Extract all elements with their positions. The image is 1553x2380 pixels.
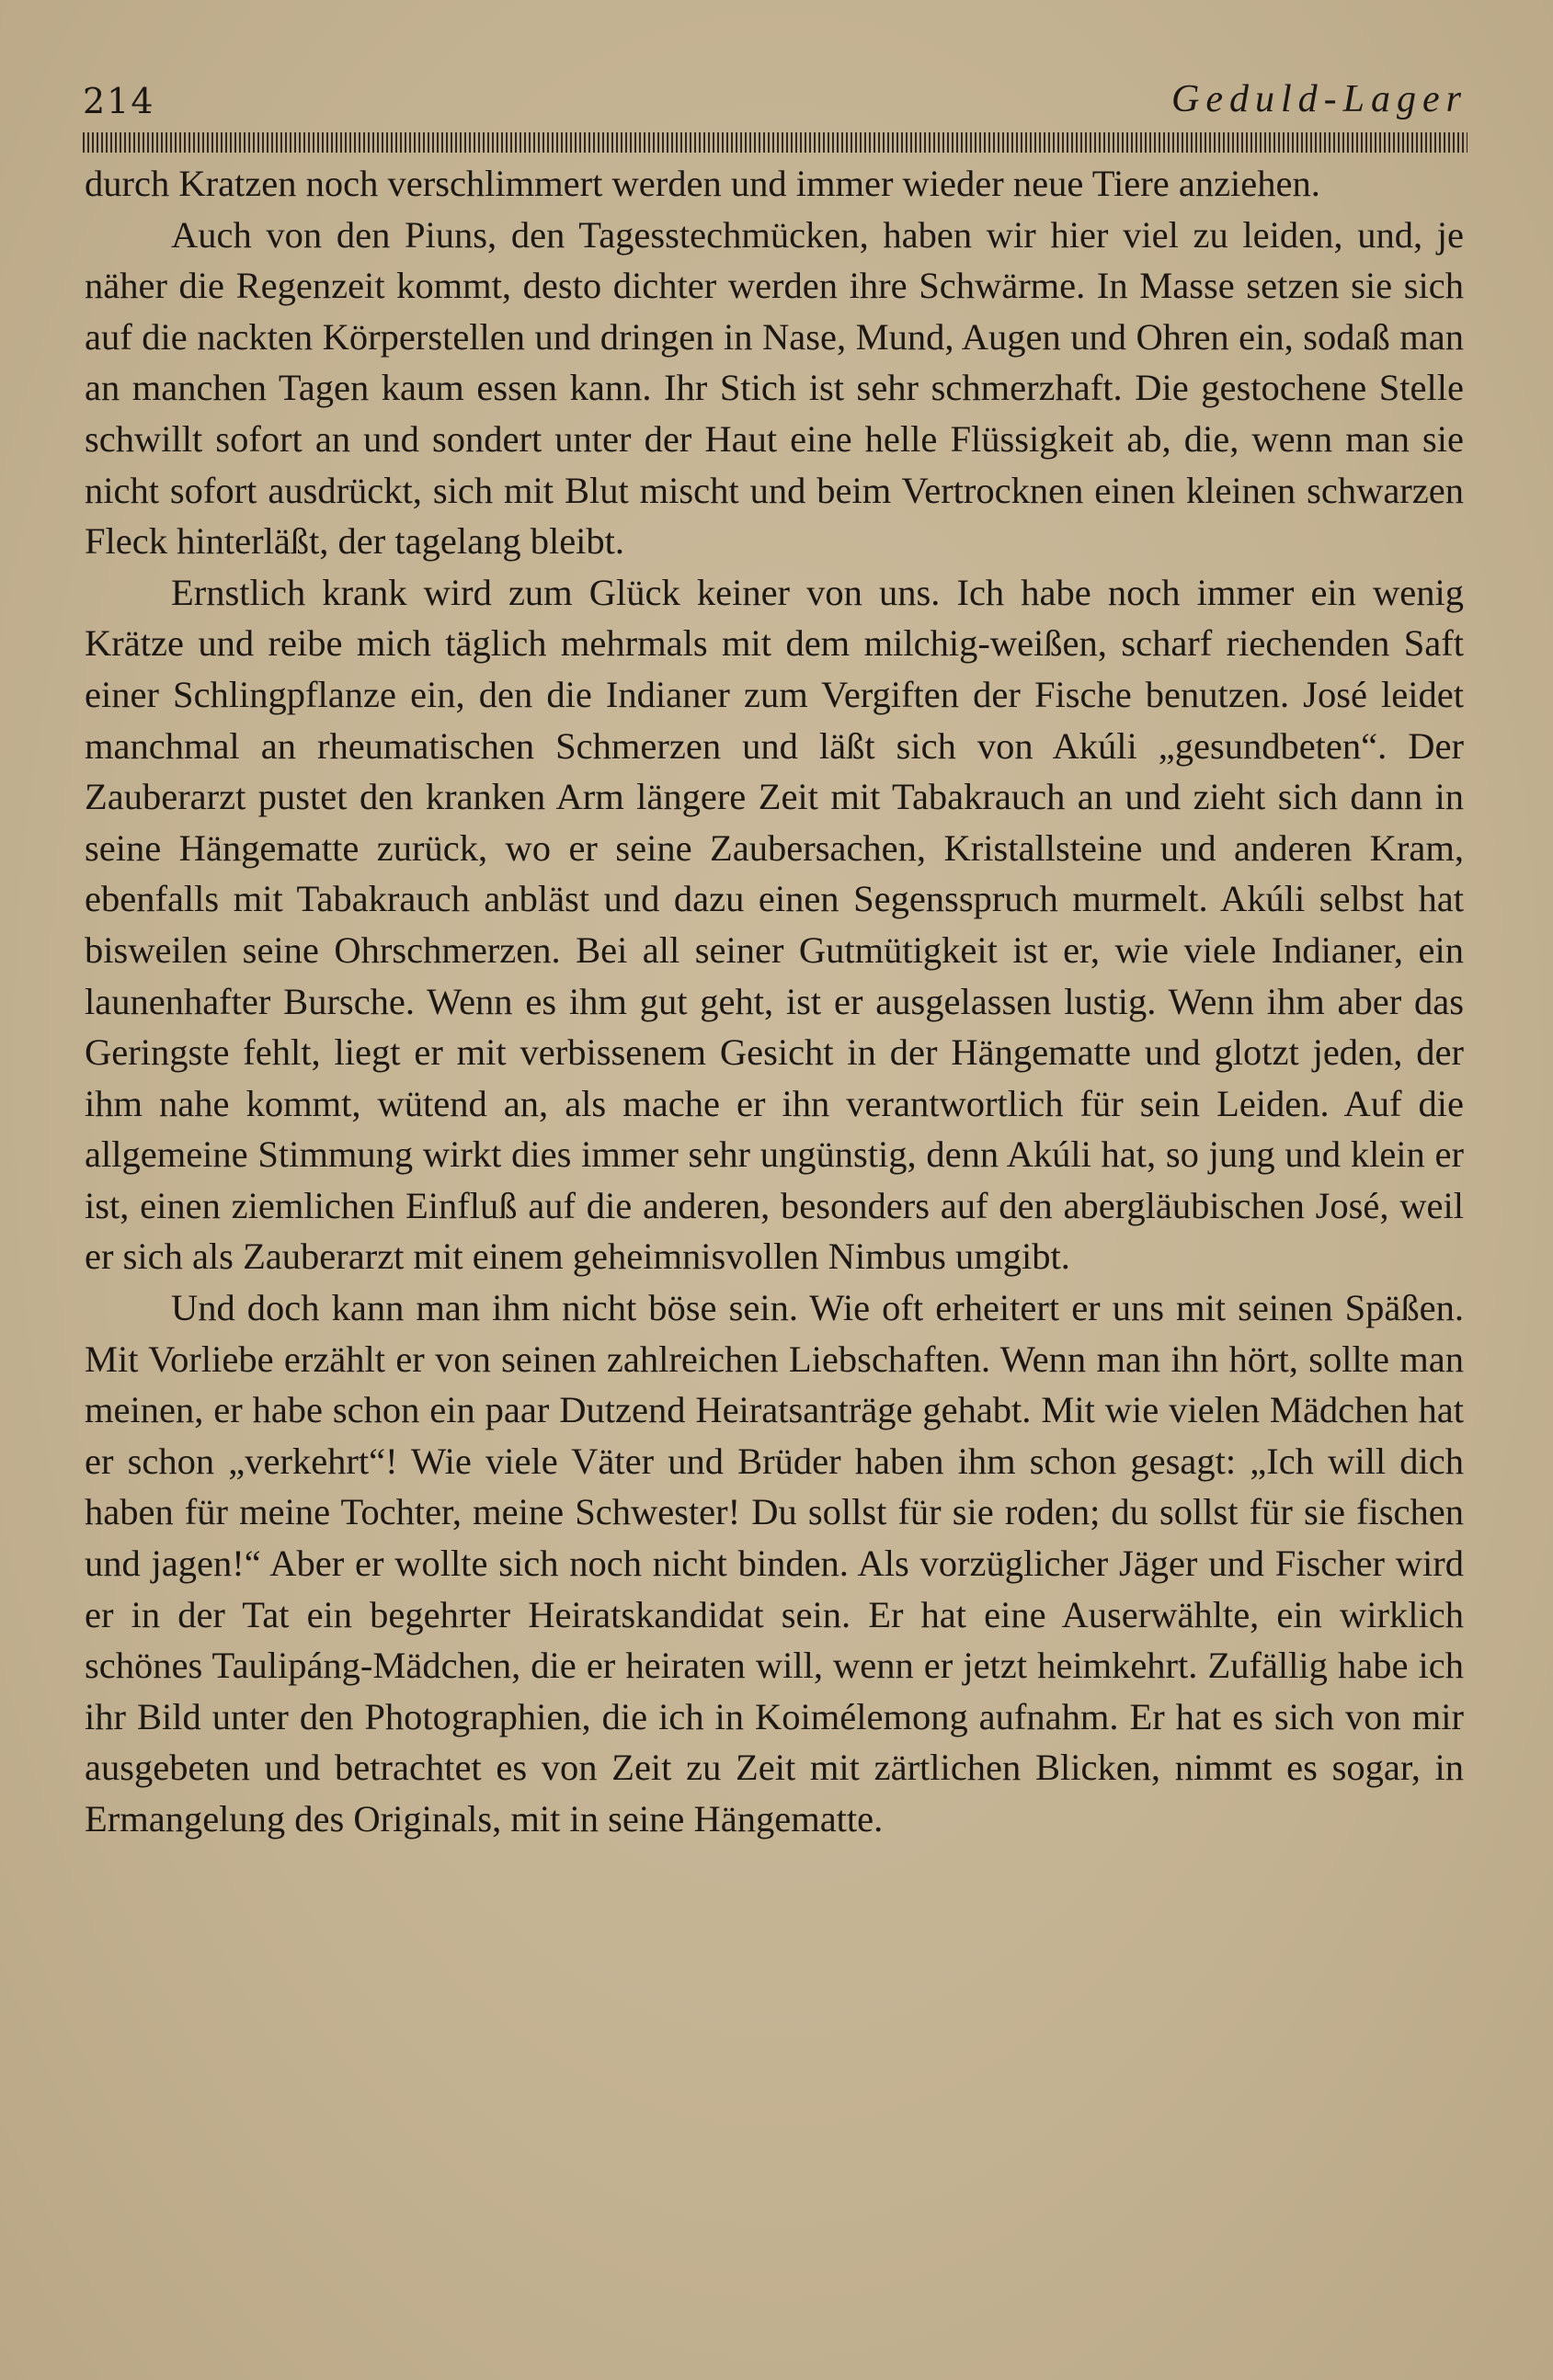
paragraph: Und doch kann man ihm nicht böse sein. Wie oft erheitert er uns mit seinen Späßen. Mit Vorliebe erzählt er von seinen zahlreichen Liebschaften. Wenn man ihn hört, sollte man meinen, er habe schon ein paar Dutzend Heiratsanträge gehabt. Mit wie vielen Mädchen hat er schon „verkehrt“! Wie viele Väter und Brüder haben ihm schon gesagt: „Ich will dich haben für meine Tochter, meine Schwester! Du sollst für sie roden; du sollst für sie fischen und jagen!“ Aber er wollte sich noch nicht binden. Als vorzüglicher Jäger und Fischer wird er in der Tat ein begehrter Heiratskandidat sein. Er hat eine Auserwählte, ein wirklich schönes Taulipáng-Mädchen, die er heiraten will, wenn er jetzt heimkehrt. Zufällig habe ich ihr Bild unter den Photographien, die ich in Koimélemong aufnahm. Er hat es sich von mir ausgebeten und betrachtet es von Zeit zu Zeit mit zärtlichen Blicken, nimmt es sogar, in Ermangelung des Originals, mit in seine Hängematte. <box>85 1287 1464 1839</box>
page-number: 214 <box>83 81 155 121</box>
running-head: Geduld-Lager <box>1171 78 1467 120</box>
paragraph: Auch von den Piuns, den Tagesstechmücken, haben wir hier viel zu leiden, und, je näher die Regenzeit kommt, desto dichter werden ihre Schwärme. In Masse setzen sie sich auf die nackten Körperstellen und dringen in Nase, Mund, Augen und Ohren ein, sodaß man an manchen Tagen kaum essen kann. Ihr Stich ist sehr schmerzhaft. Die gestochene Stelle schwillt sofort an und sondert unter der Haut eine helle Flüssigkeit ab, die, wenn man sie nicht sofort ausdrückt, sich mit Blut mischt und beim Vertrocknen einen kleinen schwarzen Fleck hinterläßt, der tagelang bleibt. <box>85 213 1464 563</box>
header-rule <box>83 132 1467 153</box>
paragraph-continued: durch Kratzen noch verschlimmert werden und immer wieder neue Tiere anziehen. <box>85 163 1320 204</box>
body-text <box>85 158 1464 1845</box>
page-header <box>83 78 1467 129</box>
paragraph: Ernstlich krank wird zum Glück keiner von uns. Ich habe noch immer ein wenig Krätze und reibe mich täglich mehrmals mit dem milchig-weißen, scharf riechenden Saft einer Schlingpflanze ein, den die Indianer zum Vergiften der Fische benutzen. José leidet manchmal an rheumatischen Schmerzen und läßt sich von Akúli „gesundbeten“. Der Zauberarzt pustet den kranken Arm längere Zeit mit Tabakrauch an und zieht sich dann in seine Hängematte zurück, wo er seine Zaubersachen, Kristallsteine und anderen Kram, ebenfalls mit Tabakrauch anbläst und dazu einen Segensspruch murmelt. Akúli selbst hat bisweilen seine Ohrschmerzen. Bei all seiner Gutmütigkeit ist er, wie viele Indianer, ein launenhafter Bursche. Wenn es ihm gut geht, ist er ausgelassen lustig. Wenn ihm aber das Geringste fehlt, liegt er mit verbissenem Gesicht in der Hängematte und glotzt jeden, der ihm nahe kommt, wütend an, als mache er ihn verantwortlich für sein Leiden. Auf die allgemeine Stimmung wirkt dies immer sehr ungünstig, denn Akúli hat, so jung und klein er ist, einen ziemlichen Einfluß auf die anderen, besonders auf den abergläubischen José, weil er sich als Zauberarzt mit einem geheimnisvollen Nimbus umgibt. <box>85 571 1464 1278</box>
